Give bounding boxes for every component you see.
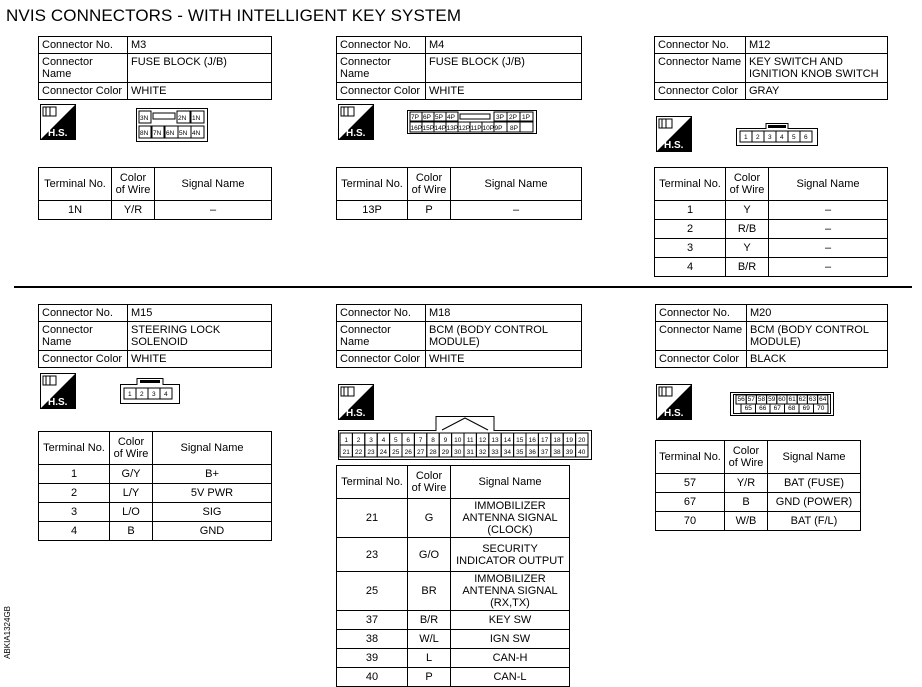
pin-label: 8P [510, 125, 518, 132]
pin-label: 64 [819, 396, 827, 403]
pin-label: 40 [578, 449, 586, 456]
terminal-no-cell: 21 [337, 499, 408, 538]
pin-label: 23 [367, 449, 375, 456]
m4-connector-face [407, 110, 537, 134]
pin-label: 2P [509, 114, 517, 121]
connector-color-label: Connector Color [39, 351, 128, 368]
signal-name-header: Signal Name [769, 168, 888, 201]
pin-label: 6 [804, 134, 808, 141]
m3-connector-face [136, 108, 208, 142]
terminal-no-cell: 1 [655, 201, 726, 220]
hs-label: H.S. [664, 408, 684, 419]
connector-no-value: M4 [426, 37, 582, 54]
connector-no-label: Connector No. [39, 305, 128, 322]
pin-label: 30 [454, 449, 462, 456]
wire-color-cell: G/O [408, 538, 451, 572]
pin-label: 3P [496, 114, 504, 121]
m20-terminal-table [655, 440, 861, 531]
signal-name-cell: IMMOBILIZER ANTENNA SIGNAL (CLOCK) [451, 499, 570, 538]
pin-label: 61 [788, 396, 796, 403]
terminal-no-cell: 2 [655, 220, 726, 239]
m3-info-table [38, 36, 272, 100]
wire-color-cell: B [110, 522, 153, 541]
table-row [656, 493, 861, 512]
signal-name-cell: GND (POWER) [768, 493, 861, 512]
pin-label: 33 [491, 449, 499, 456]
wire-color-cell: L [408, 649, 451, 668]
terminal-no-cell: 25 [337, 572, 408, 611]
pin-label: 3 [369, 437, 373, 444]
signal-name-cell: 5V PWR [153, 484, 272, 503]
pin-label: 12P [458, 125, 471, 132]
connector-color-value: GRAY [746, 83, 888, 100]
connector-no-label: Connector No. [655, 37, 746, 54]
pin-label: 27 [416, 449, 425, 456]
pin-label: 15P [422, 125, 435, 132]
pin-label: 37 [540, 449, 549, 456]
connector-name-value: FUSE BLOCK (J/B) [426, 54, 582, 83]
signal-name-header: Signal Name [451, 168, 582, 201]
terminal-no-cell: 23 [337, 538, 408, 572]
m15-connector-face [120, 376, 180, 404]
pin-label: 10 [454, 437, 462, 444]
table-row [655, 258, 888, 277]
pin-label: 4N [192, 130, 201, 137]
pin-label: 9 [443, 437, 448, 444]
m4-info-table [336, 36, 582, 100]
table-row [337, 649, 570, 668]
table-row [39, 201, 272, 220]
signal-name-cell: B+ [153, 465, 272, 484]
terminal-no-header: Terminal No. [39, 168, 112, 201]
pin-label: 7P [411, 114, 419, 121]
terminal-no-header: Terminal No. [337, 168, 408, 201]
wire-color-cell: L/Y [110, 484, 153, 503]
connector-no-value: M15 [128, 305, 272, 322]
wire-color-cell: W/B [725, 512, 768, 531]
pin-label: 68 [788, 405, 796, 412]
pin-label: 38 [553, 449, 561, 456]
pin-label: 2 [140, 391, 144, 398]
wire-color-cell: B/R [726, 258, 769, 277]
terminal-no-header: Terminal No. [39, 432, 110, 465]
pin-label: 11P [470, 125, 482, 132]
hs-label: H.S. [346, 408, 366, 419]
connector-no-value: M20 [747, 305, 888, 322]
signal-name-cell: KEY SW [451, 611, 570, 630]
pin-label: 1P [522, 114, 530, 121]
hs-icon [40, 104, 76, 140]
wire-color-cell: Y [726, 201, 769, 220]
table-row [39, 503, 272, 522]
terminal-no-cell: 4 [39, 522, 110, 541]
terminal-no-cell: 3 [39, 503, 110, 522]
pin-label: 1 [344, 437, 349, 444]
pin-label: 28 [429, 449, 437, 456]
hs-icon [40, 373, 76, 409]
signal-name-cell: GND [153, 522, 272, 541]
terminal-no-cell: 38 [337, 630, 408, 649]
signal-name-cell: – [769, 258, 888, 277]
pin-label: 13 [491, 437, 499, 444]
hs-icon [656, 116, 692, 152]
connector-name-value: BCM (BODY CONTROL MODULE) [747, 322, 888, 351]
connector-no-label: Connector No. [39, 37, 128, 54]
signal-name-header: Signal Name [155, 168, 272, 201]
pin-label: 13P [446, 125, 459, 132]
connector-color-value: WHITE [426, 83, 582, 100]
wire-color-cell: G/Y [110, 465, 153, 484]
pin-label: 3 [152, 391, 156, 398]
pin-label: 69 [802, 405, 810, 412]
connector-color-label: Connector Color [656, 351, 747, 368]
pin-label: 26 [404, 449, 412, 456]
pin-label: 21 [342, 449, 350, 456]
pin-label: 19 [565, 437, 574, 444]
connector-name-value: BCM (BODY CONTROL MODULE) [426, 322, 582, 351]
m18-terminal-table [336, 465, 570, 687]
connector-name-value: FUSE BLOCK (J/B) [128, 54, 272, 83]
pin-label: 60 [778, 396, 786, 403]
pin-label: 14P [434, 125, 447, 132]
pin-label: 66 [759, 405, 767, 412]
connector-no-value: M12 [746, 37, 888, 54]
pin-label: 70 [817, 405, 825, 412]
pin-label: 15 [516, 437, 524, 444]
pin-label: 3 [768, 134, 772, 141]
pin-label: 67 [773, 405, 781, 412]
pin-label: 2N [178, 115, 187, 122]
table-row [337, 201, 582, 220]
section-divider [14, 286, 912, 288]
wire-color-cell: Y/R [112, 201, 155, 220]
pin-label: 2 [756, 134, 760, 141]
connector-no-label: Connector No. [337, 305, 426, 322]
signal-name-cell: IMMOBILIZER ANTENNA SIGNAL (RX,TX) [451, 572, 570, 611]
signal-name-cell: SIG [153, 503, 272, 522]
connector-name-label: Connector Name [655, 54, 746, 83]
m12-connector-face [736, 120, 818, 146]
pin-label: 1 [744, 134, 748, 141]
connector-no-value: M18 [426, 305, 582, 322]
connector-no-label: Connector No. [337, 37, 426, 54]
pin-label: 2 [356, 437, 361, 444]
table-row [337, 499, 570, 538]
m4-terminal-table [336, 167, 582, 220]
pin-label: 17 [540, 437, 549, 444]
wire-color-cell: P [408, 201, 451, 220]
color-of-wire-header: Color of Wire [112, 168, 155, 201]
hs-label: H.S. [664, 140, 684, 151]
pin-label: 25 [392, 449, 400, 456]
connector-name-label: Connector Name [337, 54, 426, 83]
pin-label: 35 [516, 449, 524, 456]
pin-label: 16P [410, 125, 423, 132]
pin-label: 12 [478, 437, 487, 444]
signal-name-cell: – [769, 220, 888, 239]
connector-color-label: Connector Color [655, 83, 746, 100]
m20-connector-face [730, 392, 834, 416]
wire-color-cell: W/L [408, 630, 451, 649]
table-row [337, 668, 570, 687]
m12-terminal-table [654, 167, 888, 277]
table-row [655, 239, 888, 258]
connector-name-label: Connector Name [337, 322, 426, 351]
pin-label: 6N [166, 130, 175, 137]
pin-label: 4 [164, 391, 168, 398]
m20-top-pins [737, 396, 826, 403]
pin-label: 57 [747, 396, 755, 403]
pin-label: 65 [744, 405, 752, 412]
pin-label: 5 [393, 437, 398, 444]
hs-label: H.S. [48, 128, 68, 139]
m18-top-pins [344, 437, 585, 444]
color-of-wire-header: Color of Wire [408, 466, 451, 499]
signal-name-header: Signal Name [153, 432, 272, 465]
pin-label: 22 [354, 449, 363, 456]
pin-label: 7N [153, 130, 162, 137]
pin-label: 16 [528, 437, 536, 444]
table-row [39, 522, 272, 541]
signal-name-cell: – [155, 201, 272, 220]
pin-label: 14 [503, 437, 512, 444]
m20-info-table [655, 304, 888, 368]
terminal-no-cell: 4 [655, 258, 726, 277]
terminal-no-header: Terminal No. [655, 168, 726, 201]
table-row [337, 538, 570, 572]
signal-name-header: Signal Name [451, 466, 570, 499]
signal-name-cell: BAT (FUSE) [768, 474, 861, 493]
signal-name-cell: – [451, 201, 582, 220]
terminal-no-header: Terminal No. [656, 441, 725, 474]
wire-color-cell: B/R [408, 611, 451, 630]
m3-terminal-table [38, 167, 272, 220]
table-row [337, 572, 570, 611]
connector-color-value: WHITE [426, 351, 582, 368]
pin-label: 10P [482, 125, 495, 132]
pin-label: 58 [757, 396, 766, 403]
terminal-no-cell: 57 [656, 474, 725, 493]
color-of-wire-header: Color of Wire [110, 432, 153, 465]
table-row [655, 220, 888, 239]
pin-label: 5 [792, 134, 796, 141]
table-row [337, 630, 570, 649]
wire-color-cell: Y/R [725, 474, 768, 493]
connector-no-label: Connector No. [656, 305, 747, 322]
table-row [656, 512, 861, 531]
page-title: NVIS CONNECTORS - WITH INTELLIGENT KEY SYSTEM [6, 6, 462, 25]
hs-icon [656, 384, 692, 420]
connector-color-label: Connector Color [39, 83, 128, 100]
signal-name-cell: SECURITY INDICATOR OUTPUT [451, 538, 570, 572]
pin-label: 29 [441, 449, 450, 456]
pin-label: 18 [553, 437, 561, 444]
terminal-no-cell: 2 [39, 484, 110, 503]
wire-color-cell: L/O [110, 503, 153, 522]
m18-connector-face [338, 414, 592, 460]
terminal-no-cell: 1N [39, 201, 112, 220]
pin-label: 62 [798, 396, 806, 403]
connector-color-value: BLACK [747, 351, 888, 368]
terminal-no-cell: 39 [337, 649, 408, 668]
pin-label: 20 [578, 437, 586, 444]
pin-label: 63 [808, 396, 817, 403]
pin-label: 39 [565, 449, 574, 456]
color-of-wire-header: Color of Wire [726, 168, 769, 201]
pin-label: 6 [406, 437, 411, 444]
pin-label: 32 [478, 449, 487, 456]
pin-label: 11 [466, 437, 474, 444]
signal-name-header: Signal Name [768, 441, 861, 474]
pin-label: 3N [140, 115, 149, 122]
pin-label: 8N [140, 130, 149, 137]
pin-label: 6P [423, 114, 431, 121]
wire-color-cell: P [408, 668, 451, 687]
m18-info-table [336, 304, 582, 368]
wire-color-cell: BR [408, 572, 451, 611]
signal-name-cell: – [769, 239, 888, 258]
color-of-wire-header: Color of Wire [725, 441, 768, 474]
hs-label: H.S. [346, 128, 366, 139]
signal-name-cell: BAT (F/L) [768, 512, 861, 531]
connector-color-value: WHITE [128, 351, 272, 368]
terminal-no-cell: 3 [655, 239, 726, 258]
signal-name-cell: IGN SW [451, 630, 570, 649]
connector-color-label: Connector Color [337, 351, 426, 368]
wire-color-cell: R/B [726, 220, 769, 239]
color-of-wire-header: Color of Wire [408, 168, 451, 201]
m12-info-table [654, 36, 888, 100]
table-row [337, 611, 570, 630]
connector-name-value: STEERING LOCK SOLENOID [128, 322, 272, 351]
connector-name-label: Connector Name [39, 322, 128, 351]
connector-color-value: WHITE [128, 83, 272, 100]
terminal-no-cell: 40 [337, 668, 408, 687]
pin-label: 1 [128, 391, 132, 398]
pin-label: 7 [418, 437, 423, 444]
pin-label: 5P [435, 114, 443, 121]
figure-code: ABKIA1324GB [3, 606, 12, 659]
terminal-no-header: Terminal No. [337, 466, 408, 499]
table-row [39, 465, 272, 484]
pin-label: 31 [466, 449, 474, 456]
pin-label: 9P [494, 125, 503, 132]
pin-label: 59 [768, 396, 776, 403]
table-row [39, 484, 272, 503]
connector-name-label: Connector Name [39, 54, 128, 83]
connector-color-label: Connector Color [337, 83, 426, 100]
pin-label: 4P [447, 114, 455, 121]
connector-name-value: KEY SWITCH AND IGNITION KNOB SWITCH [746, 54, 888, 83]
table-row [656, 474, 861, 493]
pin-label: 24 [379, 449, 388, 456]
pin-label: 5N [179, 130, 188, 137]
connector-name-label: Connector Name [656, 322, 747, 351]
terminal-no-cell: 13P [337, 201, 408, 220]
terminal-no-cell: 1 [39, 465, 110, 484]
wire-color-cell: B [725, 493, 768, 512]
hs-label: H.S. [48, 397, 68, 408]
pin-label: 36 [528, 449, 536, 456]
pin-label: 34 [503, 449, 512, 456]
connector-no-value: M3 [128, 37, 272, 54]
signal-name-cell: CAN-H [451, 649, 570, 668]
pin-label: 1N [192, 115, 201, 122]
m15-terminal-table [38, 431, 272, 541]
signal-name-cell: – [769, 201, 888, 220]
pin-label: 4 [381, 437, 386, 444]
terminal-no-cell: 70 [656, 512, 725, 531]
wire-color-cell: Y [726, 239, 769, 258]
hs-icon [338, 104, 374, 140]
pin-label: 56 [737, 396, 745, 403]
m15-info-table [38, 304, 272, 368]
pin-label: 8 [431, 437, 435, 444]
pin-label: 4 [780, 134, 784, 141]
signal-name-cell: CAN-L [451, 668, 570, 687]
wire-color-cell: G [408, 499, 451, 538]
table-row [655, 201, 888, 220]
terminal-no-cell: 67 [656, 493, 725, 512]
terminal-no-cell: 37 [337, 611, 408, 630]
